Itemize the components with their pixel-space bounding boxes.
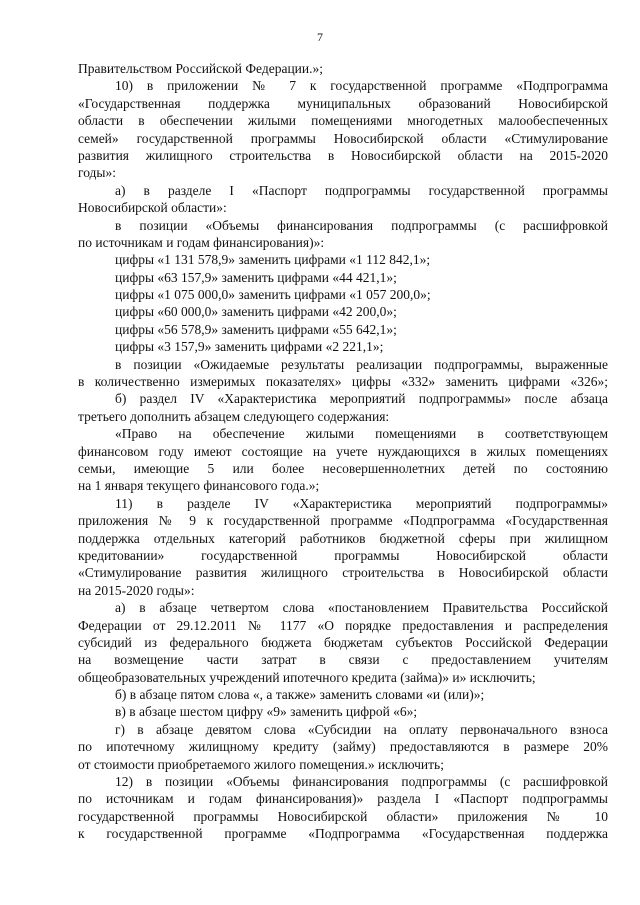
text-line: б) раздел IV «Характеристика мероприятий подпрограммы» после абзаца (115, 391, 608, 407)
text-line: приложения № 9 к государственной программе «Подпрограмма «Государственная (78, 513, 608, 529)
text-line: цифры «56 578,9» заменить цифрами «55 642,1»; (115, 321, 397, 337)
text-line: семей» государственной программы Новосибирской области «Стимулирование (78, 130, 608, 146)
document-body (78, 60, 608, 843)
text-line: Правительством Российской Федерации.»; (78, 61, 323, 76)
text-line: цифры «60 000,0» заменить цифрами «42 200,0»; (115, 304, 397, 320)
text-line: цифры «63 157,9» заменить цифрами «44 421,1»; (115, 269, 397, 285)
text-line: в позиции «Ожидаемые результаты реализации подпрограммы, выраженные (115, 356, 608, 372)
text-line: «Право на обеспечение жилыми помещениями в соответствующем (115, 426, 608, 442)
text-line: г) в абзаце девятом слова «Субсидии на оплату первоначального взноса (115, 721, 608, 737)
text-line: цифры «3 157,9» заменить цифрами «2 221,1»; (115, 339, 384, 355)
text-line: по источникам и годам финансирования)»: (78, 234, 325, 250)
text-line: к государственной программе «Подпрограмма «Государственная поддержка (78, 826, 608, 842)
text-line: а) в разделе I «Паспорт подпрограммы государственной программы (115, 182, 608, 198)
text-line: 10) в приложении № 7 к государственной программе «Подпрограмма (115, 78, 608, 94)
text-line: на возмещение части затрат в связи с предоставлением учителям (78, 652, 608, 668)
text-line: третьего дополнить абзацем следующего содержания: (78, 408, 390, 424)
text-line: от стоимости приобретаемого жилого помещения.» исключить; (78, 756, 444, 772)
text-line: области в обеспечении жилыми помещениями многодетных малообеспеченных (78, 113, 608, 129)
text-line: цифры «1 131 578,9» заменить цифрами «1 112 842,1»; (115, 252, 431, 268)
text-line: б) в абзаце пятом слова «, а также» заменить словами «и (или)»; (115, 687, 485, 703)
page-number: 7 (317, 30, 323, 44)
text-line: кредитовании» государственной программы Новосибирской области (78, 547, 608, 563)
text-line: финансовом году имеют состоящие на учете нуждающихся в жилых помещениях (78, 443, 608, 459)
text-line: «Стимулирование развития жилищного строительства в Новосибирской области (78, 565, 608, 581)
text-line: государственной программы Новосибирской области» приложения № 10 (78, 808, 608, 824)
text-line: развития жилищного строительства в Новосибирской области на 2015-2020 (78, 147, 608, 163)
text-line: в) в абзаце шестом цифру «9» заменить цифрой «6»; (115, 704, 418, 720)
text-line: по источникам и годам финансирования)» раздела I «Паспорт подпрограммы (78, 791, 608, 807)
text-line: на 1 января текущего финансового года.»; (78, 478, 320, 494)
text-line: семьи, имеющие 5 или более несовершеннолетних детей по состоянию (78, 460, 608, 476)
text-line: «Государственная поддержка муниципальных образований Новосибирской (78, 95, 608, 111)
text-line: субсидий из федерального бюджета бюджетам субъектов Российской Федерации (78, 634, 608, 650)
text-line: в количественно измеримых показателях» цифры «332» заменить цифрами «326»; (78, 374, 608, 390)
text-line: 12) в позиции «Объемы финансирования подпрограммы (с расшифровкой (115, 774, 608, 790)
text-line: а) в абзаце четвертом слова «постановлением Правительства Российской (115, 600, 608, 616)
text-line: Новосибирской области»: (78, 200, 227, 216)
text-line: цифры «1 075 000,0» заменить цифрами «1 057 200,0»; (115, 287, 431, 303)
text-line: общеобразовательных учреждений ипотечного кредита (займа)» и» исключить; (78, 669, 536, 685)
text-line: на 2015-2020 годы»: (78, 582, 195, 598)
text-line: Федерации от 29.12.2011 № 1177 «О порядке предоставления и распределения (78, 617, 608, 633)
text-line: в позиции «Объемы финансирования подпрограммы (с расшифровкой (115, 217, 608, 233)
text-line: 11) в разделе IV «Характеристика мероприятий подпрограммы» (115, 495, 608, 511)
text-line: по ипотечному жилищному кредиту (займу) предоставляются в размере 20% (78, 739, 608, 755)
text-line: поддержка отдельных категорий работников бюджетной сферы при жилищном (78, 530, 608, 546)
text-line: годы»: (78, 165, 117, 181)
